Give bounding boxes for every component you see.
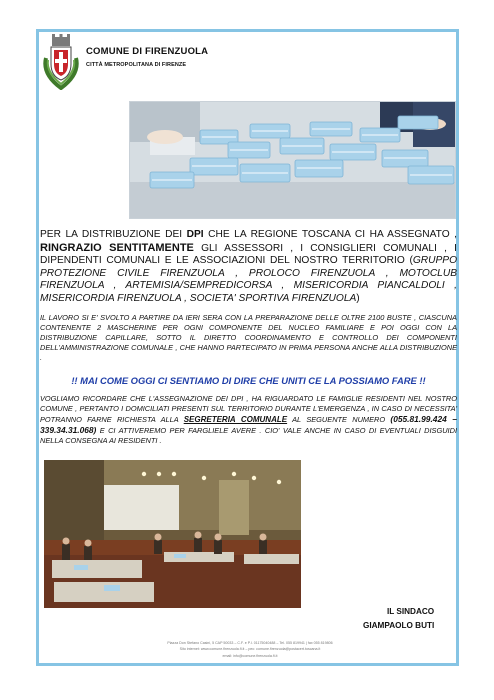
note-text-5: E CI ATTIVEREMO PER FARGLIELE AVERE . CIO' VALE ANCHE IN CASO DI EVENTUALI DISGUIDI NELLA CONSEGNA AI RESIDENTI . [40,426,457,445]
org-subtitle: CITTÀ METROPOLITANA DI FIRENZE [86,62,187,68]
masks-photo [129,101,456,219]
footer-website: Sito internet: www.comune.firenzuola.fi.it – pec: comune.firenzuola@postacert.toscana.it [179,647,321,652]
volunteers-photo [44,460,301,608]
note-text-3: AL SEGUENTE NUMERO [287,415,391,424]
footer-address: Piazza Don Stefano Casini, 5 CAP 50033 – C.F. e P.I. 01175040488 – Tel. 055 819941 | fax 055 819806 [167,641,333,645]
intro-text-3: CHE LA REGIONE TOSCANA CI HA ASSEGNATO , [203,229,458,240]
intro-text-5: GLI ASSESSORI , I CONSIGLIERI COMUNALI , I DIPENDENTI COMUNALI E LE ASSOCIAZIONI DEL NOSTRO TERRITORIO ( [40,242,457,267]
org-name: COMUNE DI FIRENZUOLA [86,46,209,57]
footer [60,640,440,659]
signer-name: GIAMPAOLO BUTI [363,621,435,630]
work-paragraph: IL LAVORO SI E' SVOLTO A PARTIRE DA IERI SERA CON LA PREPARAZIONE DELLE OLTRE 2100 BUSTE , CIASCUNA CONTENENTE 2 MASCHERINE PER OGNI COMPONENTE DEL NUCLEO FAMILIARE E POI OGGI CON LA DISTRIBUZIONE CAPILLARE, SOTTO IL DIRETTO COORDINAMENTO E CONTROLLO DEI COMPONENTI DELL'AMMINISTRAZIONE COMUNALE , CHE HANNO PARTECIPATO IN PRIMA PERSONA ANCHE ALLA DISTRIBUZIONE . [40,313,457,362]
slogan: !! MAI COME OGGI CI SENTIAMO DI DIRE CHE UNITI CE LA POSSIAMO FARE !! [71,375,426,386]
intro-paragraph [40,229,457,306]
note-paragraph [40,394,457,446]
note-text-1: VOGLIAMO RICORDARE CHE L'ASSEGNAZIONE DEI DPI , HA RIGUARDATO LE FAMIGLIE RESIDENTI NEL NOSTRO COMUNE , PERTANTO I DOMICILIATI PRESENTI SUL TERRITORIO DURANTE L'EMERGENZA , IN CASO DI NECESSITA' POTRANNO FARNE RICHIESTA ALLA [40,394,457,424]
signer-title: IL SINDACO [387,607,435,616]
header [40,34,340,94]
intro-text-1: PER LA DISTRIBUZIONE DEI [40,229,187,240]
coat-of-arms-icon [40,34,82,90]
note-phone-numbers: (055.81.99.424 – 339.34.31.068) [40,414,457,435]
intro-dpi: DPI [186,229,204,240]
intro-text-7: ) [356,292,360,304]
footer-email: email: info@comune.firenzuola.fi.it [222,653,278,658]
intro-associations: GRUPPO PROTEZIONE CIVILE FIRENZUOLA , PROLOCO FIRENZUOLA , MOTOCLUB FIRENZUOLA , ARTEMISIA/SEMPREDICORSA , MISERICORDIA PIANCALDOLI , MISERICORDIA FIRENZUOLA , SOCIETA' SPORTIVA FIRENZUOLA [40,255,457,304]
note-office: SEGRETERIA COMUNALE [183,415,288,424]
intro-thanks: RINGRAZIO SENTITAMENTE [40,241,194,254]
